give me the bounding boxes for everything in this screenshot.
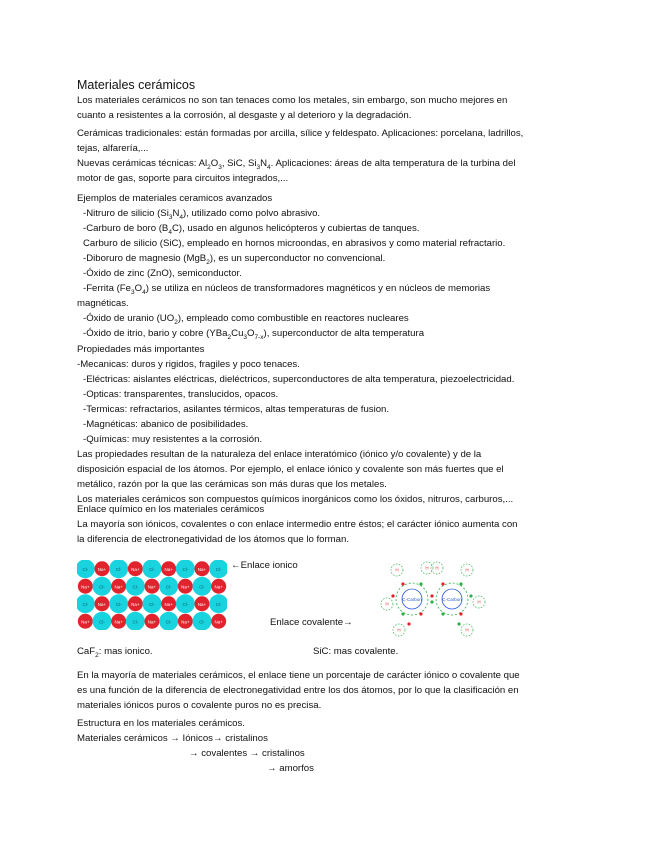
hydrogen-label: H (465, 627, 469, 633)
ion-label: Na+ (164, 601, 173, 607)
carbon-label: C-Carbon (402, 596, 422, 602)
ionic-bond-label: ←Enlace ionico (231, 560, 298, 571)
list-item: -Opticas: transparentes, translucidos, opacos. (83, 389, 279, 400)
ion-label: Na+ (81, 584, 90, 590)
hydrogen-label: H (397, 627, 401, 633)
list-item: -Magnéticas: abanico de posibilidades. (83, 419, 249, 430)
text-line: es una función de la diferencia de electronegatividad entre los dos átomos, por lo que la clasificación en (77, 685, 519, 696)
text-line: En la mayoría de materiales cerámicos, el enlace tiene un porcentaje de carácter iónico o covalente que (77, 670, 520, 681)
ion-label: Na+ (81, 619, 90, 625)
carbon-label: C-Carbon (442, 596, 462, 602)
list-item: -Termicas: refractarios, asilantes térmicos, altas temperaturas de fusion. (83, 404, 390, 415)
properties-section (77, 342, 572, 507)
electron (407, 622, 410, 625)
text-line: Los materiales cerámicos son compuestos químicos inorgánicos como los óxidos, nitruros, carburos,... (77, 494, 514, 505)
electron (430, 600, 433, 603)
section-heading: Estructura en los materiales cerámicos. (77, 718, 245, 729)
text-line: materiales iónicos puros o covalente puros no es precisa. (77, 700, 322, 711)
text-line: cuanto a resistentes a la corrosión, al desgaste y al deterioro y la degradación. (77, 110, 412, 121)
list-item: -Mecanicas: duros y rigidos, fragiles y poco tenaces. (77, 359, 300, 370)
structure-line: Materiales cerámicos → Iónicos→ cristalinos (77, 733, 268, 744)
ion-label: Cl- (115, 601, 122, 607)
bond-section (77, 502, 572, 547)
list-item: -Ferrita $(Fe_3O_4)$ se utiliza en núcleos de transformadores magnéticos y en núcleos de memorias (83, 283, 491, 296)
ion-label: Cl- (82, 566, 89, 572)
ion-label: Na+ (181, 584, 190, 590)
ion-label: Na+ (114, 619, 123, 625)
text-line: la diferencia de electronegatividad de los átomos que lo forman. (77, 534, 349, 545)
text-line: metálico, razón por la que las cerámicas son más duras que los metales. (77, 479, 387, 490)
ion-label: Na+ (164, 566, 173, 572)
intro-paragraph (77, 93, 572, 123)
electron (401, 582, 404, 585)
ion-label: Cl- (132, 584, 139, 590)
ionic-lattice-figure (77, 560, 227, 630)
structure-line: → amorfos (267, 763, 314, 774)
list-item-continuation: magnéticas. (77, 298, 129, 309)
ion-label: Cl- (99, 619, 105, 625)
text-line: Los materiales cerámicos no son tan tenaces como los metales, sin embargo, son mucho mejores en (77, 95, 508, 106)
hydrogen-label: H (395, 567, 399, 573)
ion-label: Cl- (132, 619, 139, 625)
list-item: -Óxido de itrio, bario y cobre $(YBa_2Cu_3O_{7-x})$, superconductor de alta temperatura (83, 328, 425, 341)
text-line: disposición espacial de los átomos. Por ejemplo, el enlace iónico y covalente son más fuertes que el (77, 464, 504, 475)
text-line: Cerámicas tradicionales: están formadas por arcilla, sílice y feldespato. Aplicaciones: porcelana, ladrillos, (77, 128, 524, 139)
electron (459, 612, 462, 615)
electron (457, 622, 460, 625)
ion-label: Na+ (214, 584, 223, 590)
ion-label: Na+ (131, 566, 140, 572)
section-heading: Enlace químico en los materiales cerámicos (77, 504, 265, 515)
ion-label: Na+ (147, 619, 157, 625)
electron (401, 612, 404, 615)
ion-label: Cl- (215, 566, 222, 572)
hydrogen-label: H (465, 567, 469, 573)
ion-label: Na+ (147, 584, 157, 590)
ion-label: Cl- (99, 584, 105, 590)
structure-section (77, 716, 572, 776)
list-item: -Óxido de uranio $(UO_2)$, empleado como combustible en reactores nucleares (83, 313, 409, 326)
ion-label: Na+ (197, 601, 207, 607)
ion-label: Cl- (149, 601, 155, 607)
electron (391, 594, 394, 597)
ion-label: Na+ (114, 584, 123, 590)
ion-label: Cl- (165, 584, 172, 590)
ion-label: Cl- (215, 601, 222, 607)
caf2-caption: CaF$_2$: mas ionico. (77, 646, 153, 659)
hydrogen-label: H (385, 601, 389, 607)
ion-label: Na+ (97, 601, 107, 607)
electron (459, 582, 462, 585)
ion-label: Cl- (165, 619, 172, 625)
hydrogen-label: H (425, 565, 429, 571)
sic-caption: SiC: mas covalente. (313, 646, 399, 657)
text-line: motor de gas, soporte para circuitos integrados,... (77, 173, 289, 184)
ion-label: Cl- (199, 619, 205, 625)
ion-label: Cl- (149, 566, 155, 572)
hydrogen-label: H (435, 565, 439, 571)
new-ceramics-paragraph (77, 156, 572, 186)
text-line: tejas, alfarería,... (77, 143, 149, 154)
covalent-bond-figure (379, 552, 487, 637)
ion-label: Na+ (214, 619, 223, 625)
traditional-ceramics-paragraph (77, 126, 572, 156)
bond-character-paragraph (77, 668, 572, 713)
hydrogen-label: H (477, 599, 481, 605)
list-item: -Nitruro de silicio $(Si_3N_4)$, utilizado como polvo abrasivo. (83, 208, 321, 221)
electron (469, 594, 472, 597)
list-item: -Óxido de zinc (ZnO), semiconductor. (83, 268, 242, 279)
text-line: La mayoría son iónicos, covalentes o con enlace intermedio entre éstos; el carácter iónico aumenta con (77, 519, 518, 530)
structure-line: → covalentes → cristalinos (189, 748, 305, 759)
electron (419, 612, 422, 615)
list-item: -Eléctricas: aislantes eléctricas, dieléctricos, superconductores de alta temperatura, piezoelectricidad. (83, 374, 515, 385)
ion-label: Cl- (182, 601, 189, 607)
section-heading: Propiedades más importantes (77, 344, 205, 355)
electron (441, 612, 444, 615)
text-line: Las propiedades resultan de la naturaleza del enlace interatómico (iónico y/o covalente) y de la (77, 449, 482, 460)
ion-label: Cl- (115, 566, 122, 572)
electron (430, 594, 433, 597)
covalent-bond-label: Enlace covalente→ (270, 617, 353, 628)
electron (441, 582, 444, 585)
doc-title: Materiales cerámicos (77, 78, 196, 92)
ion-label: Cl- (199, 584, 205, 590)
examples-section (77, 191, 572, 341)
list-item: Carburo de silicio (SiC), empleado en hornos microondas, en abrasivos y como material refractario. (83, 238, 506, 249)
text-line: Nuevas cerámicas técnicas: $Al_2O_3$, SiC, $Si_3N_4$. Aplicaciones: áreas de alta temperatura de la turbina del (77, 158, 516, 171)
ion-label: Na+ (131, 601, 140, 607)
list-item: -Químicas: muy resistentes a la corrosión. (83, 434, 263, 445)
electron (419, 582, 422, 585)
ion-label: Na+ (97, 566, 107, 572)
list-item: -Carburo de boro $(B_4C)$, usado en algunos helicópteros y cubiertas de tanques. (83, 223, 420, 236)
list-item: -Diboruro de magnesio (MgB$_2$), es un superconductor no convencional. (83, 253, 386, 266)
ion-label: Cl- (182, 566, 189, 572)
ion-label: Cl- (82, 601, 89, 607)
section-heading: Ejemplos de materiales ceramicos avanzados (77, 193, 273, 204)
ion-label: Na+ (197, 566, 207, 572)
ion-label: Na+ (181, 619, 190, 625)
